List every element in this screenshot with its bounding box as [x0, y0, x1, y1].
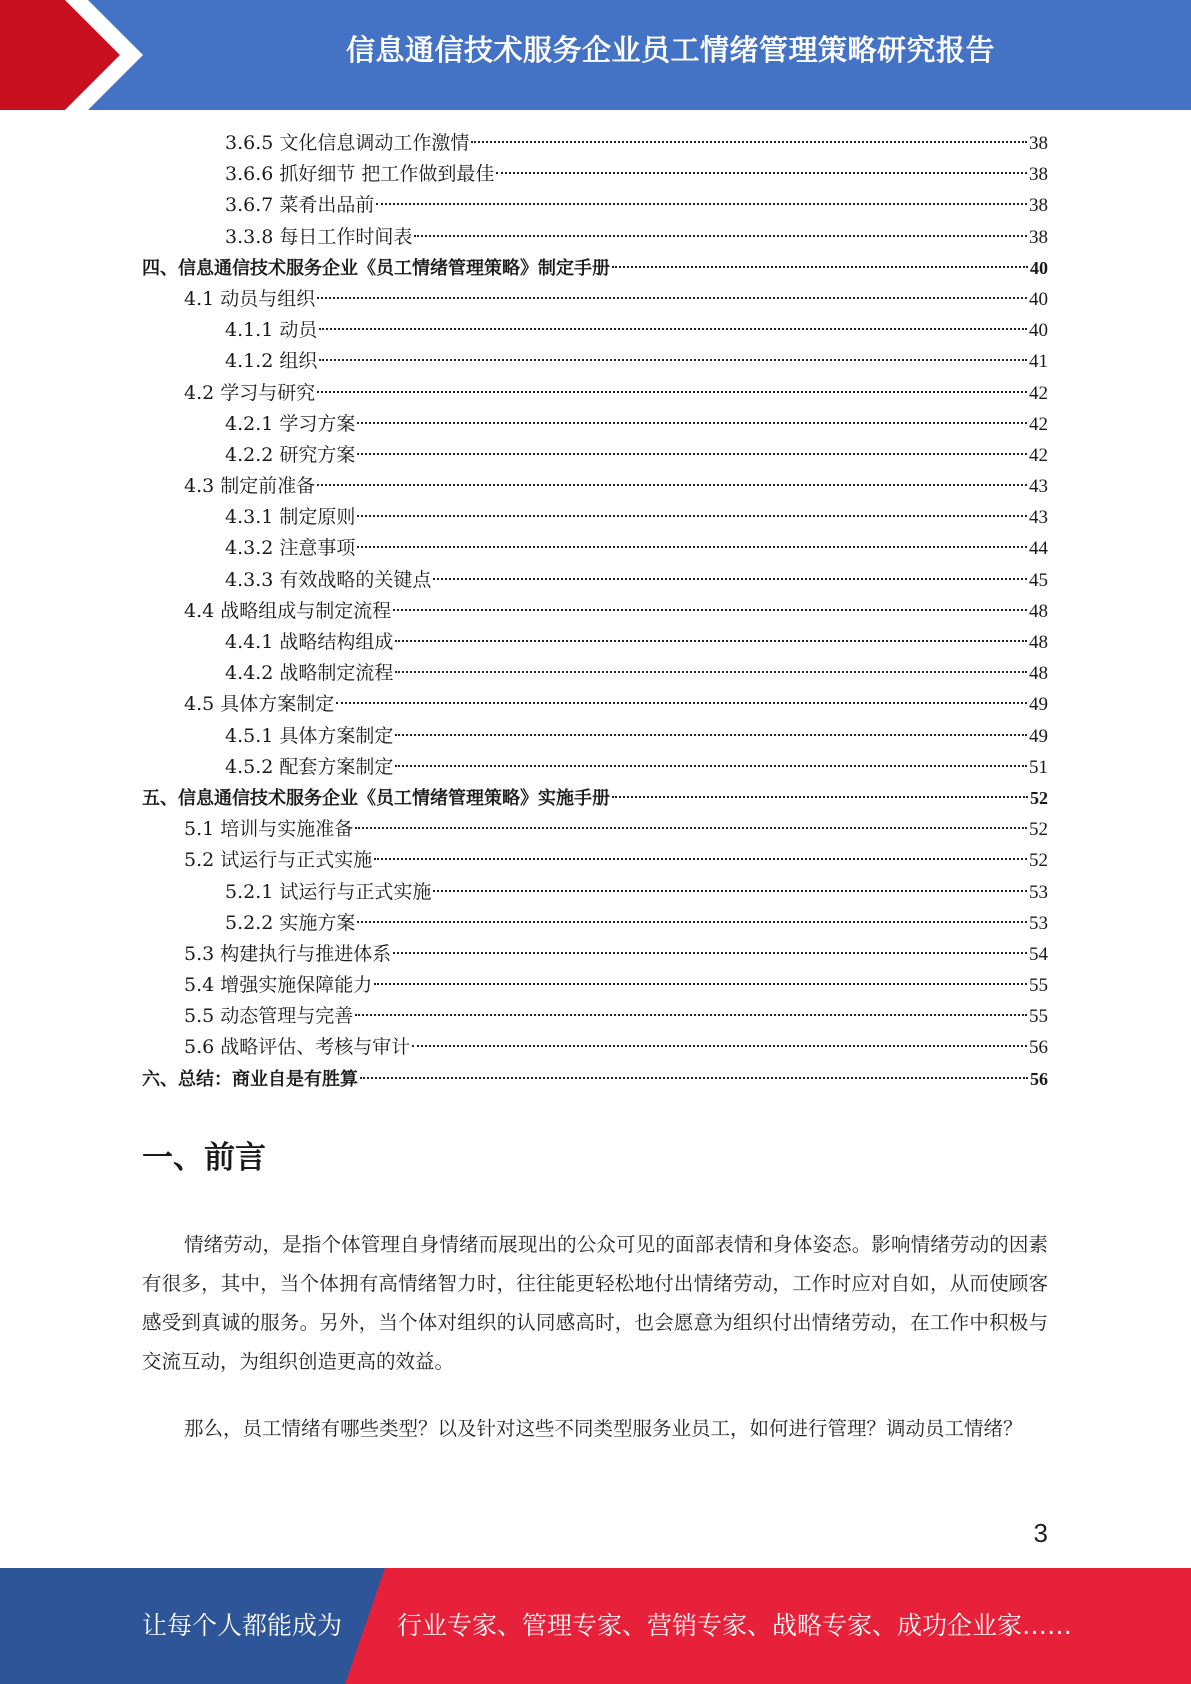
toc-entry[interactable] — [142, 877, 1048, 908]
toc-entry-title: 4.3.3 有效战略的关键点 — [225, 568, 432, 591]
toc-entry[interactable] — [142, 783, 1048, 814]
document-title: 信息通信技术服务企业员工情绪管理策略研究报告 — [345, 33, 995, 67]
toc-entry-page: 38 — [1029, 164, 1048, 186]
toc-entry-title: 4.3 制定前准备 — [184, 475, 316, 498]
dot-leader — [357, 546, 1027, 548]
body-paragraph: 那么，员工情绪有哪些类型？以及针对这些不同类型服务业员工，如何进行管理？调动员工情绪？ — [184, 1417, 1023, 1440]
toc-entry-page: 40 — [1029, 320, 1048, 342]
toc-entry-page: 52 — [1029, 819, 1048, 841]
toc-entry[interactable] — [142, 533, 1048, 564]
toc-entry[interactable] — [142, 689, 1048, 720]
toc-entry-page: 49 — [1029, 694, 1048, 716]
toc-entry-page: 42 — [1029, 413, 1048, 435]
dot-leader — [376, 203, 1027, 205]
toc-entry-title: 5.3 构建执行与推进体系 — [184, 942, 392, 965]
toc-entry[interactable] — [142, 721, 1048, 752]
page-header — [0, 0, 1191, 110]
dot-leader — [360, 1077, 1028, 1079]
toc-entry-title: 4.1.1 动员 — [225, 319, 318, 342]
dot-leader — [414, 235, 1027, 237]
toc-entry[interactable] — [142, 1032, 1048, 1063]
dot-leader — [357, 515, 1027, 517]
toc-entry-title: 五、信息通信技术服务企业《员工情绪管理策略》实施手册 — [142, 787, 610, 809]
dot-leader — [355, 1014, 1027, 1016]
toc-entry-title: 4.5.2 配套方案制定 — [225, 755, 394, 778]
toc-entry[interactable] — [142, 970, 1048, 1001]
toc-entry-page: 43 — [1029, 507, 1048, 529]
toc-entry[interactable] — [142, 908, 1048, 939]
dot-leader — [612, 796, 1028, 798]
toc-entry-page: 44 — [1029, 538, 1048, 560]
dot-leader — [317, 297, 1027, 299]
toc-entry-page: 52 — [1029, 850, 1048, 872]
toc-entry-page: 40 — [1029, 288, 1048, 310]
toc-entry-title: 4.4 战略组成与制定流程 — [184, 599, 392, 622]
dot-leader — [374, 858, 1027, 860]
toc-entry[interactable] — [142, 440, 1048, 471]
toc-entry-title: 六、总结：商业自是有胜算 — [142, 1068, 358, 1090]
toc-entry[interactable] — [142, 284, 1048, 315]
toc-entry[interactable] — [142, 939, 1048, 970]
footer-slogan-right: 行业专家、管理专家、营销专家、战略专家、成功企业家…… — [397, 1611, 1073, 1640]
dot-leader — [412, 1045, 1027, 1047]
toc-entry-page: 55 — [1029, 975, 1048, 997]
toc-entry-title: 3.3.8 每日工作时间表 — [225, 225, 413, 248]
toc-entry[interactable] — [142, 627, 1048, 658]
toc-entry[interactable] — [142, 159, 1048, 190]
dot-leader — [433, 578, 1027, 580]
dot-leader — [357, 422, 1027, 424]
toc-entry[interactable] — [142, 128, 1048, 159]
toc-entry-page: 51 — [1029, 756, 1048, 778]
toc-entry-title: 4.5.1 具体方案制定 — [225, 724, 394, 747]
toc-entry-title: 4.3.1 制定原则 — [225, 506, 356, 529]
dot-leader — [355, 827, 1027, 829]
toc-entry-page: 40 — [1030, 257, 1048, 278]
toc-entry-page: 48 — [1029, 663, 1048, 685]
table-of-contents — [142, 128, 1048, 1095]
toc-entry[interactable] — [142, 190, 1048, 221]
toc-entry-page: 56 — [1030, 1068, 1048, 1089]
toc-entry-page: 48 — [1029, 600, 1048, 622]
toc-entry-title: 5.2 试运行与正式实施 — [184, 849, 373, 872]
dot-leader — [319, 359, 1027, 361]
dot-leader — [357, 921, 1027, 923]
toc-entry-title: 3.6.7 菜肴出品前 — [225, 194, 375, 217]
toc-entry[interactable] — [142, 222, 1048, 253]
toc-entry-title: 四、信息通信技术服务企业《员工情绪管理策略》制定手册 — [142, 257, 610, 279]
dot-leader — [336, 702, 1027, 704]
toc-entry-title: 4.3.2 注意事项 — [225, 537, 356, 560]
toc-entry-page: 49 — [1029, 725, 1048, 747]
dot-leader — [395, 671, 1027, 673]
dot-leader — [395, 640, 1027, 642]
toc-entry-page: 56 — [1029, 1037, 1048, 1059]
toc-entry[interactable] — [142, 409, 1048, 440]
toc-entry[interactable] — [142, 596, 1048, 627]
dot-leader — [433, 890, 1027, 892]
toc-entry-page: 55 — [1029, 1006, 1048, 1028]
toc-entry-page: 53 — [1029, 912, 1048, 934]
toc-entry[interactable] — [142, 315, 1048, 346]
footer-slogan-left: 让每个人都能成为 — [142, 1611, 343, 1640]
toc-entry-page: 53 — [1029, 881, 1048, 903]
toc-entry[interactable] — [142, 565, 1048, 596]
toc-entry-page: 45 — [1029, 569, 1048, 591]
toc-entry[interactable] — [142, 378, 1048, 409]
toc-entry-page: 52 — [1030, 787, 1048, 808]
toc-entry[interactable] — [142, 814, 1048, 845]
toc-entry-title: 4.4.2 战略制定流程 — [225, 662, 394, 685]
dot-leader — [395, 734, 1027, 736]
toc-entry-page: 42 — [1029, 382, 1048, 404]
toc-entry-page: 41 — [1029, 351, 1048, 373]
toc-entry-title: 5.4 增强实施保障能力 — [184, 974, 373, 997]
dot-leader — [374, 983, 1027, 985]
dot-leader — [317, 484, 1027, 486]
page-footer — [0, 1568, 1191, 1684]
toc-entry-title: 4.2.1 学习方案 — [225, 412, 356, 435]
toc-entry-page: 38 — [1029, 226, 1048, 248]
toc-entry-title: 5.2.1 试运行与正式实施 — [225, 880, 432, 903]
section-heading: 一、前言 — [142, 1140, 266, 1176]
toc-entry-title: 3.6.5 文化信息调动工作激情 — [225, 132, 470, 154]
dot-leader — [357, 453, 1027, 455]
toc-entry-title: 4.4.1 战略结构组成 — [225, 631, 394, 653]
dot-leader — [612, 266, 1028, 268]
toc-entry-page: 48 — [1029, 632, 1048, 653]
dot-leader — [393, 952, 1027, 954]
toc-entry-title: 5.6 战略评估、考核与审计 — [184, 1036, 411, 1059]
toc-entry[interactable] — [142, 752, 1048, 783]
toc-entry[interactable] — [142, 1064, 1048, 1095]
dot-leader — [471, 141, 1027, 143]
body-paragraph: 情绪劳动，是指个体管理自身情绪而展现出的公众可见的面部表情和身体姿态。影响情绪劳动的因素有很多，其中，当个体拥有高情绪智力时，往往能更轻松地付出情绪劳动，工作时应对自如，从而使顾客感受到真诚的服务。另外，当个体对组织的认同感高时，也会愿意为组织付出情绪劳动，在工作中积极与交流互动，为组织创造更高的效益。 — [142, 1233, 1048, 1373]
chevron-decoration-icon — [0, 0, 160, 110]
dot-leader — [317, 391, 1027, 393]
toc-entry-title: 4.1.2 组织 — [225, 350, 318, 373]
toc-entry-title: 4.2 学习与研究 — [184, 381, 316, 404]
toc-entry-title: 4.1 动员与组织 — [184, 287, 316, 310]
toc-entry[interactable] — [142, 253, 1048, 284]
toc-entry-page: 38 — [1029, 195, 1048, 217]
toc-entry-page: 38 — [1029, 133, 1048, 154]
dot-leader — [319, 328, 1027, 330]
toc-entry[interactable] — [142, 502, 1048, 533]
toc-entry-title: 3.6.6 抓好细节 把工作做到最佳 — [225, 163, 495, 186]
toc-entry-title: 5.2.2 实施方案 — [225, 911, 356, 934]
toc-entry[interactable] — [142, 1001, 1048, 1032]
toc-entry-title: 4.2.2 研究方案 — [225, 443, 356, 466]
toc-entry[interactable] — [142, 658, 1048, 689]
toc-entry[interactable] — [142, 845, 1048, 876]
toc-entry-page: 42 — [1029, 444, 1048, 466]
dot-leader — [393, 609, 1027, 611]
toc-entry-page: 54 — [1029, 943, 1048, 965]
toc-entry-page: 43 — [1029, 476, 1048, 498]
toc-entry-title: 5.1 培训与实施准备 — [184, 818, 354, 841]
dot-leader — [395, 765, 1027, 767]
toc-entry[interactable] — [142, 471, 1048, 502]
toc-entry-title: 5.5 动态管理与完善 — [184, 1005, 354, 1028]
toc-entry-title: 4.5 具体方案制定 — [184, 693, 335, 716]
page-number: 3 — [1033, 1518, 1048, 1548]
dot-leader — [496, 172, 1027, 174]
toc-entry[interactable] — [142, 346, 1048, 377]
